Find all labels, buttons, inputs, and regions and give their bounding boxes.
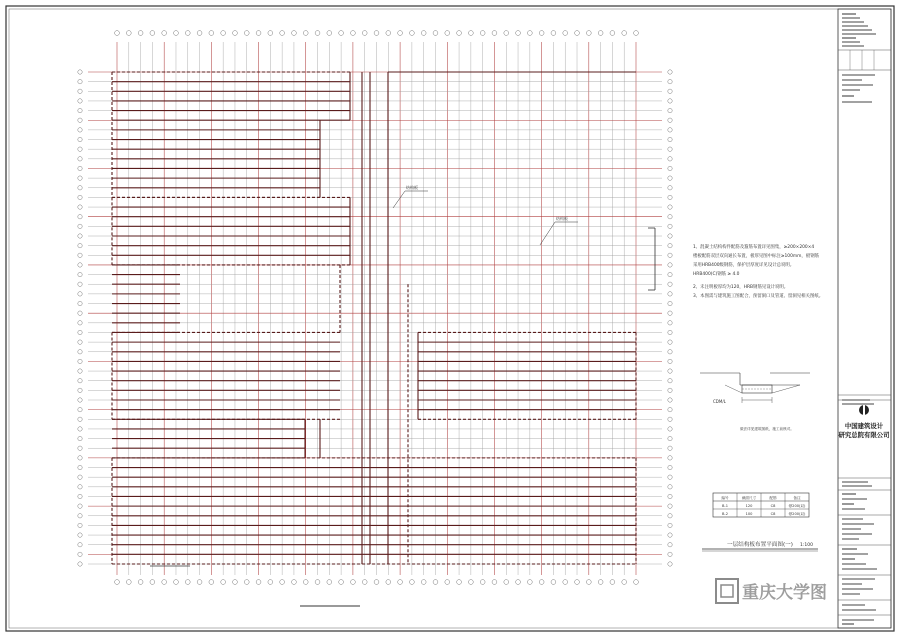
axis-bubble-top — [209, 31, 214, 36]
callout-1-label: 结构板 — [406, 185, 418, 190]
horizontal-grid-lines — [88, 72, 662, 564]
axis-bubble-bottom — [244, 580, 249, 585]
axis-bubble-bottom — [468, 580, 473, 585]
axis-bubble-right — [668, 494, 672, 498]
axis-bubble-bottom — [280, 580, 285, 585]
axis-bubble-top — [598, 31, 603, 36]
axis-bubble-top — [327, 31, 332, 36]
axis-bubble-bottom — [539, 580, 544, 585]
note-line-6: 3、本图需与建筑施工图配合，预留洞口及管道、留洞见相关图纸。 — [693, 294, 824, 299]
axis-bubble-right — [668, 70, 672, 74]
right-bracket — [648, 228, 655, 290]
axis-bubble-right — [668, 224, 672, 228]
title-block-small-text — [842, 14, 877, 624]
axis-bubble-top — [233, 31, 238, 36]
axis-bubble-left — [78, 533, 82, 537]
axis-bubble-top — [634, 31, 639, 36]
axis-bubble-right — [668, 330, 672, 334]
axis-bubble-bottom — [551, 580, 556, 585]
axis-bubble-left — [78, 234, 82, 238]
table-header-3: 配筋 — [769, 496, 777, 500]
axis-bubble-top — [433, 31, 438, 36]
axis-bubble-left — [78, 543, 82, 547]
axis-bubble-bottom — [421, 580, 426, 585]
axis-bubble-top — [256, 31, 261, 36]
axis-bubble-top — [457, 31, 462, 36]
axis-bubble-left — [78, 157, 82, 161]
axis-bubble-bottom — [292, 580, 297, 585]
company-logo-mark — [863, 405, 865, 415]
axis-bubble-bottom — [516, 580, 521, 585]
axis-bubble-left — [78, 321, 82, 325]
axis-bubble-right — [668, 388, 672, 392]
axis-bubble-bottom — [138, 580, 143, 585]
axis-bubble-bottom — [622, 580, 627, 585]
axis-bubble-right — [668, 195, 672, 199]
axis-bubble-bottom — [480, 580, 485, 585]
axis-bubble-bottom — [610, 580, 615, 585]
axis-bubble-left — [78, 79, 82, 83]
axis-bubble-right — [668, 79, 672, 83]
axis-bubble-right — [668, 301, 672, 305]
axis-bubble-right — [668, 369, 672, 373]
axis-bubble-top — [622, 31, 627, 36]
axis-bubble-left — [78, 108, 82, 112]
axis-bubble-top — [174, 31, 179, 36]
axis-bubble-left — [78, 485, 82, 489]
slab-table — [713, 493, 809, 517]
axis-bubble-left — [78, 369, 82, 373]
axis-bubble-left — [78, 379, 82, 383]
axis-bubble-right — [668, 465, 672, 469]
axis-bubble-bottom — [457, 580, 462, 585]
axis-bubble-right — [668, 436, 672, 440]
axis-bubble-right — [668, 407, 672, 411]
axis-bubble-left — [78, 311, 82, 315]
axis-bubble-left — [78, 205, 82, 209]
axis-bubble-bottom — [563, 580, 568, 585]
axis-bubble-bottom — [409, 580, 414, 585]
axis-bubble-right — [668, 128, 672, 132]
table-cell: 100 — [745, 512, 753, 516]
axis-bubble-right — [668, 417, 672, 421]
axis-bubble-bottom — [433, 580, 438, 585]
axis-bubble-top — [268, 31, 273, 36]
axis-bubble-bottom — [339, 580, 344, 585]
axis-bubble-right — [668, 137, 672, 141]
axis-bubble-right — [668, 118, 672, 122]
axis-bubble-top — [115, 31, 120, 36]
note-line-1: 1、混凝土结构构件配筋及箍筋布置详见图集，≥200×200×4 — [693, 245, 815, 250]
axis-bubble-top — [480, 31, 485, 36]
axis-bubble-bottom — [115, 580, 120, 585]
axis-bubble-top — [162, 31, 167, 36]
general-notes — [693, 243, 823, 299]
axis-bubble-left — [78, 407, 82, 411]
bottom-scale-bar — [150, 566, 360, 606]
axis-bubble-bottom — [174, 580, 179, 585]
axis-bubble-right — [668, 272, 672, 276]
axis-bubble-bottom — [445, 580, 450, 585]
axis-bubble-left — [78, 301, 82, 305]
axis-bubble-top — [445, 31, 450, 36]
vertical-grid-lines — [117, 42, 636, 575]
axis-bubble-right — [668, 234, 672, 238]
watermark-logo-icon — [716, 579, 738, 603]
note-line-5: 2、未注明板厚均为120，HRB钢筋见设计说明。 — [693, 285, 789, 290]
axis-bubble-right — [668, 215, 672, 219]
axis-bubble-bottom — [527, 580, 532, 585]
axis-bubble-right — [668, 456, 672, 460]
axis-bubble-right — [668, 311, 672, 315]
section-detail — [700, 373, 810, 431]
note-line-2: 楼板配筋双层双向通长布置，板厚见图中标注≥100mm，板钢筋 — [693, 254, 819, 259]
axis-bubble-bottom — [150, 580, 155, 585]
axis-bubble-right — [668, 379, 672, 383]
note-line-4: HRB400(C)钢筋 ≥ 4.0 — [693, 272, 740, 277]
axis-bubble-left — [78, 118, 82, 122]
axis-bubble-top — [539, 31, 544, 36]
table-header-4: 备注 — [793, 496, 801, 500]
axis-bubble-right — [668, 543, 672, 547]
axis-bubble-left — [78, 253, 82, 257]
beam-lines — [112, 72, 636, 564]
axis-bubble-top — [551, 31, 556, 36]
axis-bubble-right — [668, 282, 672, 286]
section-detail-label: CDM/L — [713, 399, 726, 404]
axis-bubble-bottom — [126, 580, 131, 585]
axis-bubble-left — [78, 494, 82, 498]
axis-bubble-top — [138, 31, 143, 36]
axis-bubble-top — [126, 31, 131, 36]
axis-bubble-left — [78, 166, 82, 170]
axis-bubble-bottom — [327, 580, 332, 585]
sheet-border — [6, 6, 894, 631]
axis-bubble-top — [586, 31, 591, 36]
axis-bubble-top — [197, 31, 202, 36]
axis-bubble-top — [409, 31, 414, 36]
axis-bubble-left — [78, 137, 82, 141]
table-cell: B-2 — [721, 512, 729, 516]
axis-bubble-bottom — [351, 580, 356, 585]
axis-bubble-right — [668, 350, 672, 354]
axis-bubble-bottom — [492, 580, 497, 585]
axis-bubble-right — [668, 108, 672, 112]
axis-bubble-left — [78, 436, 82, 440]
axis-bubble-top — [374, 31, 379, 36]
axis-bubble-right — [668, 99, 672, 103]
axis-bubble-right — [668, 292, 672, 296]
axis-bubble-bottom — [586, 580, 591, 585]
axis-bubble-left — [78, 388, 82, 392]
axis-bubble-right — [668, 523, 672, 527]
scale-label: 1:100 — [800, 543, 813, 548]
axis-bubble-bottom — [398, 580, 403, 585]
axis-bubble-top — [362, 31, 367, 36]
axis-bubble-left — [78, 562, 82, 566]
axis-bubble-left — [78, 128, 82, 132]
axis-bubble-right — [668, 359, 672, 363]
axis-bubble-top — [610, 31, 615, 36]
axis-bubble-left — [78, 272, 82, 276]
axis-bubble-top — [421, 31, 426, 36]
axis-bubble-bottom — [504, 580, 509, 585]
axis-bubble-bottom — [374, 580, 379, 585]
axis-bubble-right — [668, 475, 672, 479]
table-header-2: 截面尺寸 — [741, 496, 757, 500]
axis-bubble-left — [78, 99, 82, 103]
axis-bubble-left — [78, 292, 82, 296]
axis-bubble-left — [78, 427, 82, 431]
axis-bubble-right — [668, 562, 672, 566]
axis-bubble-bottom — [185, 580, 190, 585]
axis-bubble-left — [78, 456, 82, 460]
axis-bubble-top — [185, 31, 190, 36]
axis-bubble-bottom — [386, 580, 391, 585]
axis-bubble-right — [668, 205, 672, 209]
axis-bubble-top — [292, 31, 297, 36]
axis-bubble-top — [575, 31, 580, 36]
axis-bubble-top — [221, 31, 226, 36]
axis-bubble-left — [78, 359, 82, 363]
axis-bubble-left — [78, 475, 82, 479]
axis-bubble-left — [78, 514, 82, 518]
axis-bubble-left — [78, 89, 82, 93]
axis-bubble-right — [668, 427, 672, 431]
axis-bubble-left — [78, 186, 82, 190]
axis-bubble-left — [78, 70, 82, 74]
axis-bubble-right — [668, 253, 672, 257]
axis-bubble-bottom — [221, 580, 226, 585]
axis-bubble-top — [492, 31, 497, 36]
axis-bubble-bottom — [197, 580, 202, 585]
axis-bubble-bottom — [315, 580, 320, 585]
axis-bubble-left — [78, 552, 82, 556]
axis-bubble-right — [668, 446, 672, 450]
table-cell: 120 — [745, 504, 753, 508]
axis-bubble-top — [563, 31, 568, 36]
axis-bubble-right — [668, 340, 672, 344]
axis-bubble-left — [78, 446, 82, 450]
note-line-3: 采用HRB400级钢筋，保护层厚度详见设计总说明。 — [693, 263, 795, 268]
axis-bubble-right — [668, 89, 672, 93]
axis-bubble-bottom — [303, 580, 308, 585]
company-name-line1: 中国建筑设计 — [844, 422, 884, 430]
axis-bubble-left — [78, 176, 82, 180]
axis-bubble-bottom — [233, 580, 238, 585]
axis-bubble-top — [351, 31, 356, 36]
axis-bubble-right — [668, 398, 672, 402]
axis-bubble-top — [280, 31, 285, 36]
axis-bubble-right — [668, 552, 672, 556]
axis-bubble-left — [78, 282, 82, 286]
axis-bubble-left — [78, 350, 82, 354]
axis-bubble-right — [668, 504, 672, 508]
axis-bubble-top — [398, 31, 403, 36]
axis-bubble-bottom — [362, 580, 367, 585]
axis-bubble-bottom — [256, 580, 261, 585]
plan-title-group — [702, 540, 818, 551]
axis-bubble-left — [78, 398, 82, 402]
axis-bubble-top — [315, 31, 320, 36]
axis-bubble-right — [668, 263, 672, 267]
axis-bubble-right — [668, 186, 672, 190]
axis-bubble-bottom — [162, 580, 167, 585]
axis-bubble-top — [516, 31, 521, 36]
plan-title: 一层结构板布置平面图(一) — [727, 542, 793, 548]
axis-bubble-top — [527, 31, 532, 36]
axis-bubble-right — [668, 533, 672, 537]
axis-bubble-top — [468, 31, 473, 36]
axis-bubble-bottom — [634, 580, 639, 585]
table-cell: @200(双) — [788, 504, 806, 508]
table-header-1: 编号 — [721, 496, 729, 500]
axis-bubble-right — [668, 243, 672, 247]
axis-bubble-left — [78, 243, 82, 247]
axis-bubble-right — [668, 166, 672, 170]
table-cell: @200(双) — [788, 512, 806, 516]
axis-bubble-top — [504, 31, 509, 36]
axis-bubble-right — [668, 147, 672, 151]
axis-bubble-bottom — [575, 580, 580, 585]
table-cell: C8 — [770, 512, 776, 516]
axis-bubble-bottom — [209, 580, 214, 585]
table-cell: B-1 — [721, 504, 729, 508]
axis-bubble-left — [78, 330, 82, 334]
axis-bubble-top — [303, 31, 308, 36]
section-detail-note: 做法详见建筑图纸，施工前核对。 — [740, 427, 794, 431]
axis-bubble-left — [78, 504, 82, 508]
watermark-text: 重庆大学图 — [742, 583, 827, 603]
axis-bubble-bottom — [268, 580, 273, 585]
axis-bubble-left — [78, 195, 82, 199]
watermark — [716, 579, 827, 603]
axis-bubbles — [78, 31, 672, 585]
axis-bubble-right — [668, 157, 672, 161]
axis-bubble-top — [150, 31, 155, 36]
axis-bubble-right — [668, 176, 672, 180]
axis-bubble-left — [78, 465, 82, 469]
axis-bubble-bottom — [598, 580, 603, 585]
company-name-line2: 研究总院有限公司 — [838, 431, 890, 439]
axis-bubble-left — [78, 147, 82, 151]
axis-bubble-right — [668, 514, 672, 518]
title-block — [838, 9, 891, 628]
callout-2-label: 结构板 — [556, 216, 568, 221]
axis-bubble-left — [78, 340, 82, 344]
axis-bubble-left — [78, 417, 82, 421]
axis-bubble-left — [78, 263, 82, 267]
axis-bubble-top — [339, 31, 344, 36]
axis-bubble-right — [668, 485, 672, 489]
axis-bubble-left — [78, 224, 82, 228]
axis-bubble-top — [386, 31, 391, 36]
table-cell: C8 — [770, 504, 776, 508]
callout-2 — [540, 215, 578, 245]
axis-bubble-left — [78, 523, 82, 527]
axis-bubble-top — [244, 31, 249, 36]
axis-bubble-right — [668, 321, 672, 325]
axis-bubble-left — [78, 215, 82, 219]
